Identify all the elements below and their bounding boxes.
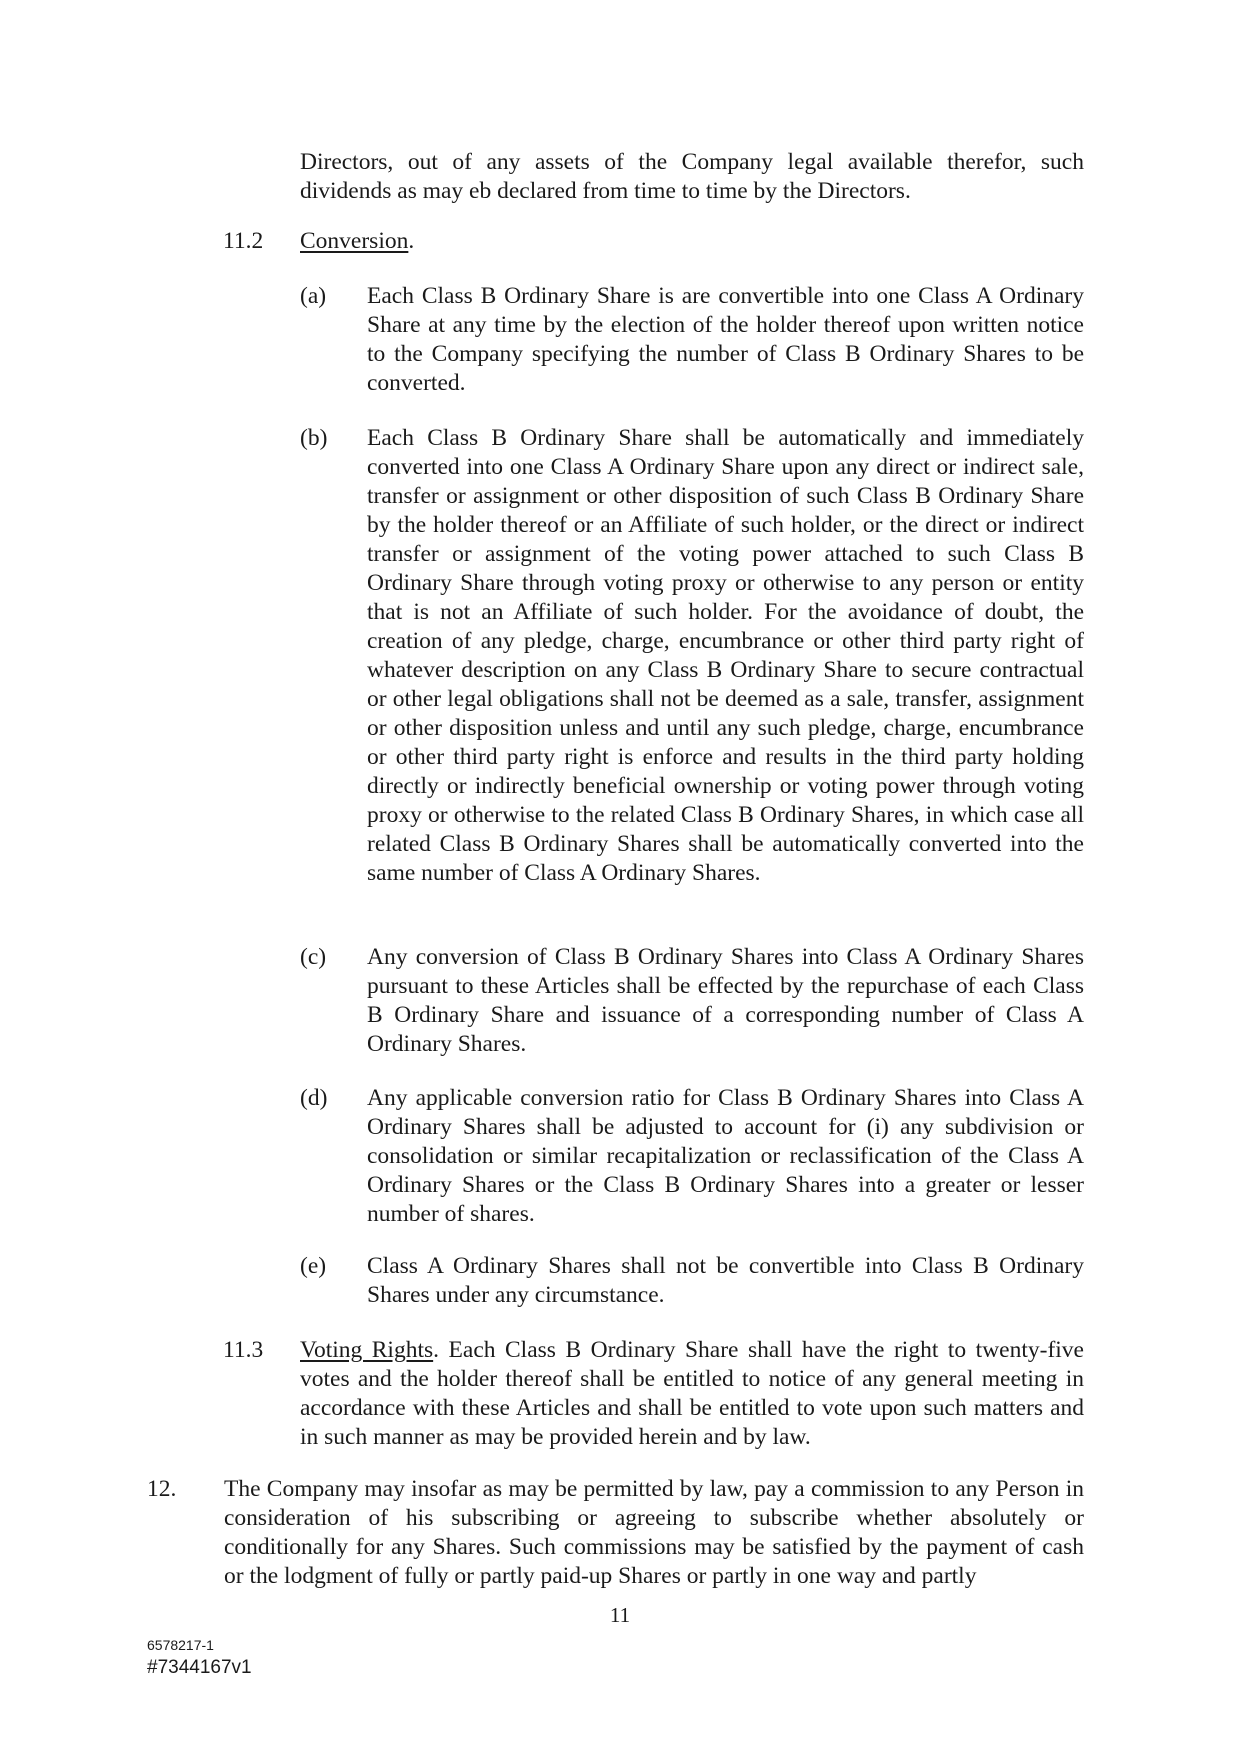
conversion-heading: Conversion [300,228,409,254]
section-11-3-number: 11.3 [223,1337,264,1363]
section-11-2-heading: Conversion. [300,228,415,254]
item-c-label: (c) [300,944,327,970]
doc-id: 6578217-1 [147,1637,214,1653]
item-a-text: Each Class B Ordinary Share is are convertible into one Class A Ordinary Share at any time by the election of the holder thereof upon written notice to the Company specifying the number of Class B Ordinary Shares to be converted. [367,283,1084,396]
version-ref: #7344167v1 [147,1657,252,1678]
item-b-label: (b) [300,425,328,451]
item-e-label: (e) [300,1253,327,1279]
section-12-number: 12. [147,1476,177,1502]
voting-rights-heading: Voting Rights [300,1337,434,1363]
item-c-text: Any conversion of Class B Ordinary Shares into Class A Ordinary Shares pursuant to these Articles shall be effected by the repurchase of each Class B Ordinary Share and issuance of a corresponding number of Class A Ordinary Shares. [367,944,1084,1057]
page-number: 11 [609,1603,631,1627]
section-12-paragraph: The Company may insofar as may be permitted by law, pay a commission to any Person in consideration of his subscribing or agreeing to subscribe whether absolutely or conditionally for any Shares. Such commissions may be satisfied by the payment of cash or the lodgment of fully or partly paid-up Shares or partly in one way and partly [224,1476,1084,1589]
section-11-2-number: 11.2 [223,228,264,254]
intro-paragraph: Directors, out of any assets of the Company legal available therefor, such dividends as may eb declared from time to time by the Directors. [300,149,1084,204]
item-d-text: Any applicable conversion ratio for Class B Ordinary Shares into Class A Ordinary Shares shall be adjusted to account for (i) any subdivision or consolidation or similar recapitalization or reclassification of the Class A Ordinary Shares or the Class B Ordinary Shares into a greater or lesser number of shares. [367,1085,1084,1227]
voting-rights-text: . Each Class B Ordinary Share shall have the right to twenty-five votes and the holder thereof shall be entitled to notice of any general meeting in accordance with these Articles and shall be entitled to vote upon such matters and in such manner as may be provided herein and by law. [300,1337,1084,1450]
item-d-label: (d) [300,1085,328,1111]
item-e-text: Class A Ordinary Shares shall not be convertible into Class B Ordinary Shares under any circumstance. [367,1253,1084,1308]
section-11-3-paragraph [300,1336,1084,1452]
item-a-label: (a) [300,283,327,309]
item-b-text: Each Class B Ordinary Share shall be automatically and immediately converted into one Class A Ordinary Share upon any direct or indirect sale, transfer or assignment or other disposition of such Class B Ordinary Share by the holder thereof or an Affiliate of such holder, or the direct or indirect transfer or assignment of the voting power attached to such Class B Ordinary Share through voting proxy or otherwise to any person or entity that is not an Affiliate of such holder. For the avoidance of doubt, the creation of any pledge, charge, encumbrance or other third party right of whatever description on any Class B Ordinary Share to secure contractual or other legal obligations shall not be deemed as a sale, transfer, assignment or other disposition unless and until any such pledge, charge, encumbrance or other third party right is enforce and results in the third party holding directly or indirectly beneficial ownership or voting power through voting proxy or otherwise to the related Class B Ordinary Shares, in which case all related Class B Ordinary Shares shall be automatically converted into the same number of Class A Ordinary Shares. [367,425,1084,886]
